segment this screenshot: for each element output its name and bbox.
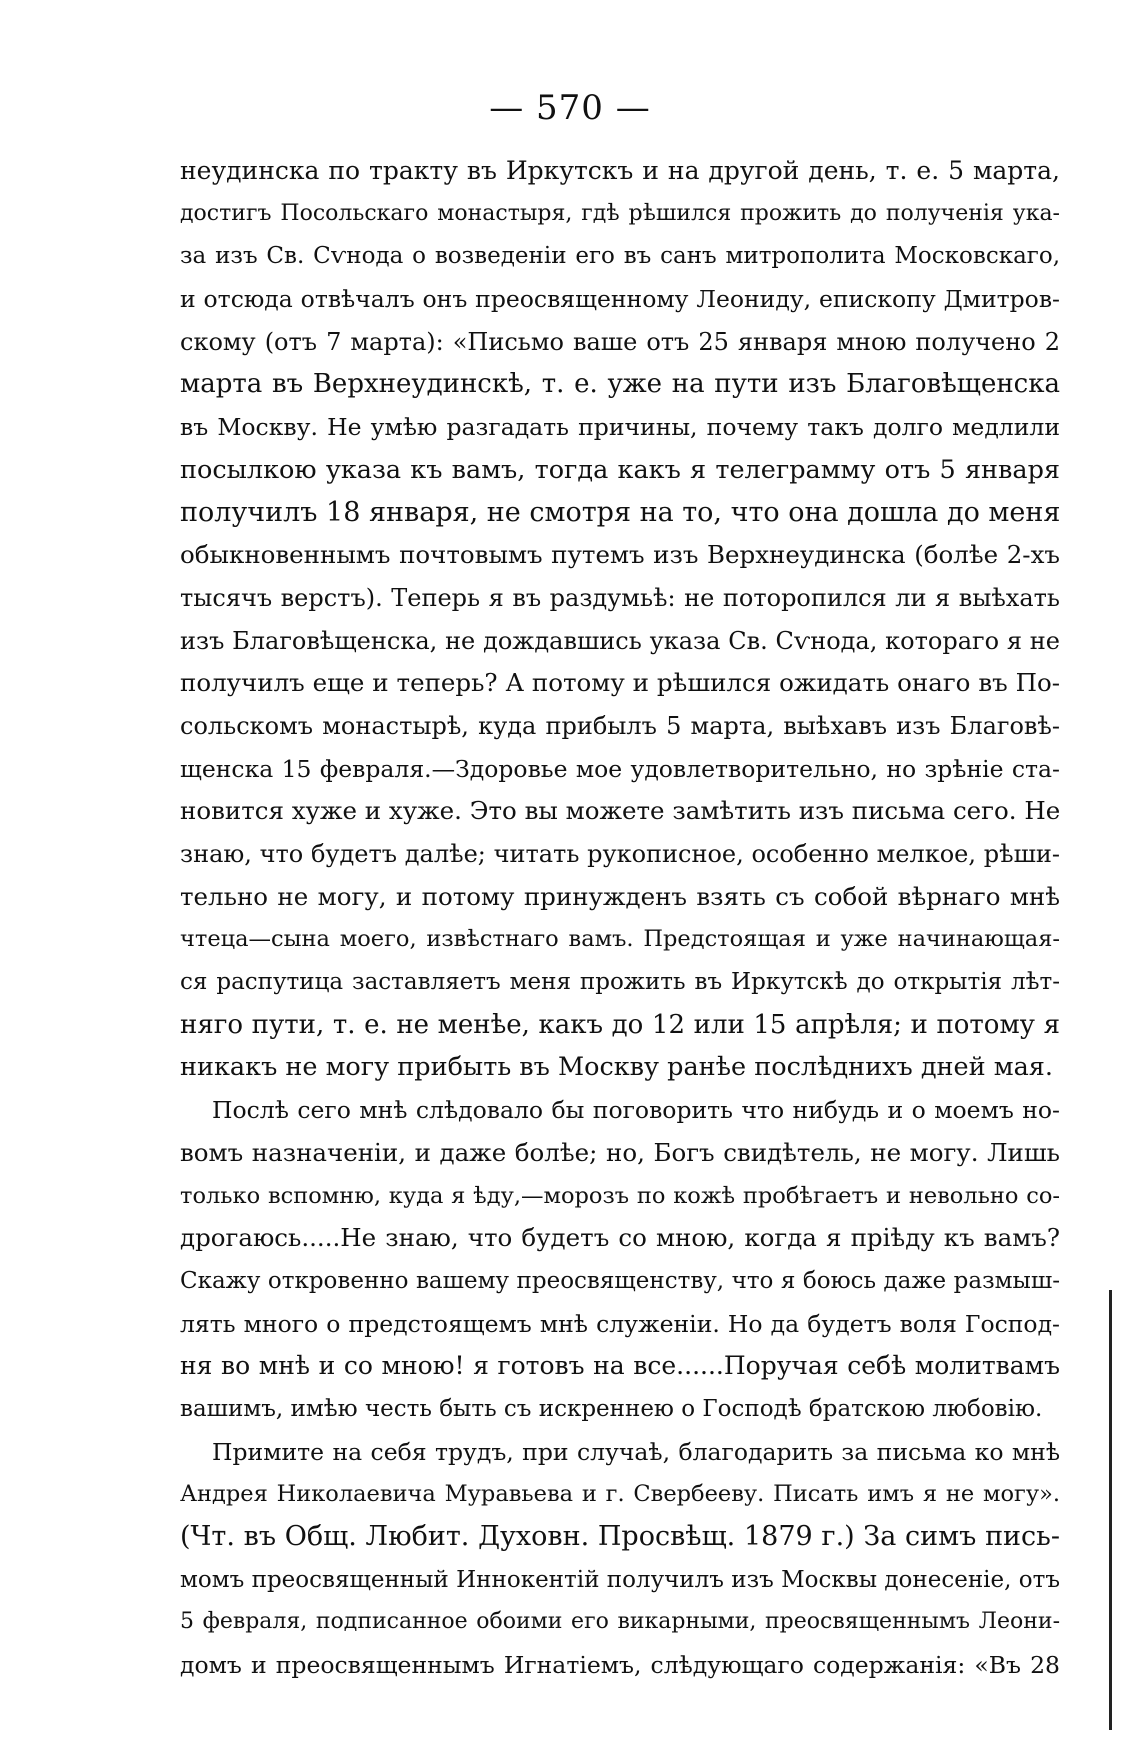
text-line: знаю, что будетъ далѣе; читать рукописное, особенно мелкое, рѣши- [180, 840, 1060, 868]
text-line: скому (отъ 7 марта): «Письмо ваше отъ 25 января мною получено 2 [180, 327, 1060, 356]
text-line: получилъ еще и теперь? А потому и рѣшился ожидать онаго въ По- [180, 668, 1060, 698]
text-line: только вспомню, куда я ѣду,—морозъ по кожѣ пробѣгаетъ и невольно со- [180, 1182, 1060, 1209]
text-line: вашимъ, имѣю честь быть съ искреннею о Господѣ братскою любовію. [180, 1395, 1043, 1422]
text-line: Послѣ сего мнѣ слѣдовало бы поговорить что нибудь и о моемъ но- [212, 1096, 1060, 1125]
text-line: получилъ 18 января, не смотря на то, что она дошла до меня [180, 496, 1061, 528]
text-line: за изъ Св. Сѵнода о возведеніи его въ санъ митрополита Московскаго, [180, 243, 1060, 270]
text-line: дрогаюсь.....Не знаю, что будетъ со мною, когда я пріѣду къ вамъ? [180, 1223, 1060, 1253]
text-line: домъ и преосвященнымъ Игнатіемъ, слѣдующаго содержанія: «Въ 28 [180, 1651, 1060, 1680]
text-line: Примите на себя трудъ, при случаѣ, благодарить за письма ко мнѣ [212, 1437, 1060, 1466]
text-line: неудинска по тракту въ Иркутскъ и на другой день, т. е. 5 марта, [180, 156, 1060, 185]
text-line: марта въ Верхнеудинскѣ, т. е. уже на пути изъ Благовѣщенска [180, 369, 1060, 400]
body-text [180, 150, 1060, 1687]
text-line: новится хуже и хуже. Это вы можете замѣтить изъ письма сего. Не [180, 796, 1061, 826]
text-line: момъ преосвященный Иннокентій получилъ изъ Москвы донесеніе, отъ [180, 1566, 1060, 1593]
text-line: ся распутица заставляетъ меня прожить въ Иркутскѣ до открытія лѣт- [180, 969, 1060, 996]
text-line: чтеца—сына моего, извѣстнаго вамъ. Предстоящая и уже начинающая- [180, 926, 1060, 953]
text-line: лять много о предстоящемъ мнѣ служеніи. Но да будетъ воля Господ- [180, 1309, 1060, 1338]
text-line: Скажу откровенно вашему преосвященству, что я боюсь даже размыш- [180, 1267, 1060, 1294]
text-line: тельно не могу, и потому принужденъ взять съ собой вѣрнаго мнѣ [180, 881, 1060, 911]
text-line: 5 февраля, подписанное обоими его викарными, преосвященнымъ Леони- [180, 1609, 1060, 1635]
text-line: няго пути, т. е. не менѣе, какъ до 12 или 15 апрѣля; и потому я [180, 1009, 1060, 1040]
text-line: достигъ Посольскаго монастыря, гдѣ рѣшился прожить до полученія ука- [180, 200, 1060, 226]
text-line: посылкою указа къ вамъ, тогда какъ я телеграмму отъ 5 января [180, 454, 1060, 485]
text-line: обыкновеннымъ почтовымъ путемъ изъ Верхнеудинска (болѣе 2-хъ [180, 540, 1060, 570]
text-line: и отсюда отвѣчалъ онъ преосвященному Леониду, епископу Дмитров- [180, 285, 1060, 314]
scan-margin-rule [1109, 1290, 1112, 1730]
text-line: сольскомъ монастырѣ, куда прибылъ 5 марта, выѣхавъ изъ Благовѣ- [180, 711, 1060, 740]
text-line: изъ Благовѣщенска, не дождавшись указа Св. Сѵнода, котораго я не [180, 626, 1060, 655]
text-line: вомъ назначеніи, и даже болѣе; но, Богъ свидѣтель, не могу. Лишь [180, 1137, 1060, 1167]
text-line: (Чт. въ Общ. Любит. Духовн. Просвѣщ. 1879 г.) За симъ пись- [180, 1521, 1060, 1552]
text-line: щенска 15 февраля.—Здоровье мое удовлетворительно, но зрѣніе ста- [180, 754, 1060, 783]
text-line: въ Москву. Не умѣю разгадать причины, почему такъ долго медлили [180, 413, 1060, 442]
page-number: — 570 — [489, 88, 651, 128]
text-line: ня во мнѣ и со мною! я готовъ на все......Поручая себѣ молитвамъ [180, 1351, 1060, 1381]
text-line: тысячъ верстъ). Теперь я въ раздумьѣ: не поторопился ли я выѣхать [180, 583, 1060, 612]
text-line: Андрея Николаевича Муравьева и г. Свербееву. Писать имъ я не могу». [180, 1481, 1060, 1508]
text-line: никакъ не могу прибыть въ Москву ранѣе послѣднихъ дней мая. [180, 1052, 1053, 1083]
